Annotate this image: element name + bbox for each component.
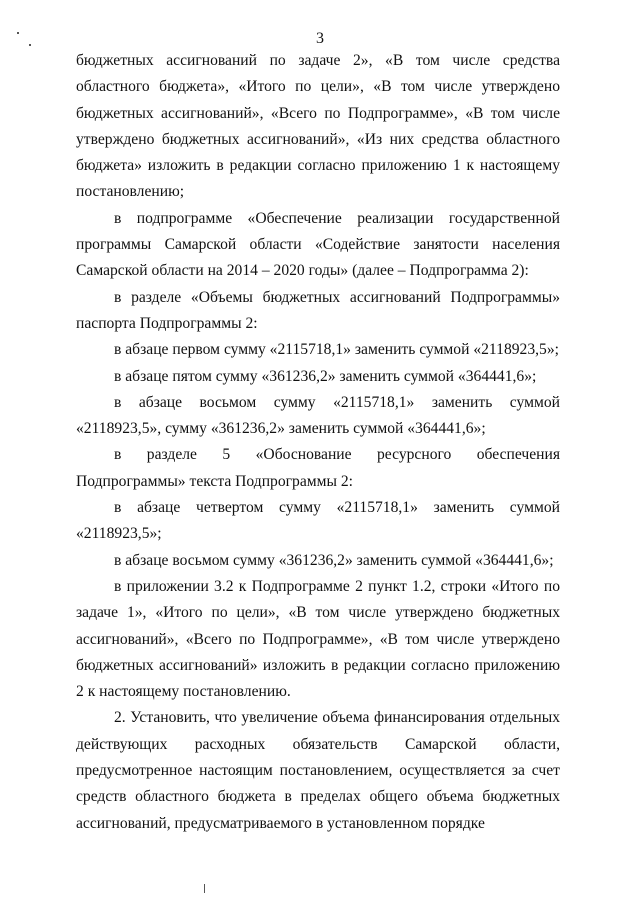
paragraph-subprogram-2-intro: в подпрограмме «Обеспечение реализации государственной программы Самарской области «Содействие занятости населения Самарской области на 2014 – 2020 годы» (далее – Подпрограмма 2): bbox=[76, 209, 560, 280]
paragraph-amendment-continuation: бюджетных ассигнований по задаче 2», «В том числе средства областного бюджета», «Итого по цели», «В том числе утверждено бюджетных ассигнований», «Всего по Подпрограмме», «В том числе утверждено бюджетных ассигнований», «Из них средства областного бюджета» изложить в редакции согласно приложению 1 к настоящему постановлению; bbox=[76, 52, 560, 201]
paragraph-fourth-clause: в абзаце четвертом сумму «2115718,1» заменить суммой «2118923,5»; bbox=[76, 499, 560, 543]
paragraph-passport-section: в разделе «Объемы бюджетных ассигнований Подпрограммы» паспорта Подпрограммы 2: bbox=[76, 288, 560, 332]
paragraph-eighth-clause: в абзаце восьмом сумму «2115718,1» заменить суммой «2118923,5», сумму «361236,2» заменить суммой «364441,6»; bbox=[76, 393, 560, 438]
scan-speck-mark bbox=[204, 884, 205, 893]
paragraph-eighth-clause-section-5: в абзаце восьмом сумму «361236,2» заменить суммой «364441,6»; bbox=[114, 551, 554, 569]
paragraph-appendix-3-2: в приложении 3.2 к Подпрограмме 2 пункт 1.2, строки «Итого по задаче 1», «Итого по цели», «В том числе утверждено бюджетных ассигнований», «Всего по Подпрограмме», «В том числе утверждено бюджетных ассигнований» изложить в редакции согласно приложению 2 к настоящему постановлению. bbox=[76, 577, 560, 701]
paragraph-first-clause: в абзаце первом сумму «2115718,1» заменить суммой «2118923,5»; bbox=[114, 341, 559, 359]
paragraph-section-5: в разделе 5 «Обоснование ресурсного обеспечения Подпрограммы» текста Подпрограммы 2: bbox=[76, 446, 560, 490]
paragraph-fifth-clause: в абзаце пятом сумму «361236,2» заменить суммой «364441,6»; bbox=[114, 367, 537, 385]
document-body bbox=[76, 48, 560, 837]
page-number: 3 bbox=[316, 30, 324, 47]
paragraph-item-2: 2. Установить, что увеличение объема финансирования отдельных действующих расходных обязательств Самарской области, предусмотренное настоящим постановлением, осуществляется за счет средств областного бюджета в пределах общего объема бюджетных ассигнований, предусматриваемого в установленном порядке bbox=[76, 709, 560, 832]
scan-speck-mark bbox=[29, 44, 31, 46]
scan-speck-mark bbox=[17, 32, 19, 34]
